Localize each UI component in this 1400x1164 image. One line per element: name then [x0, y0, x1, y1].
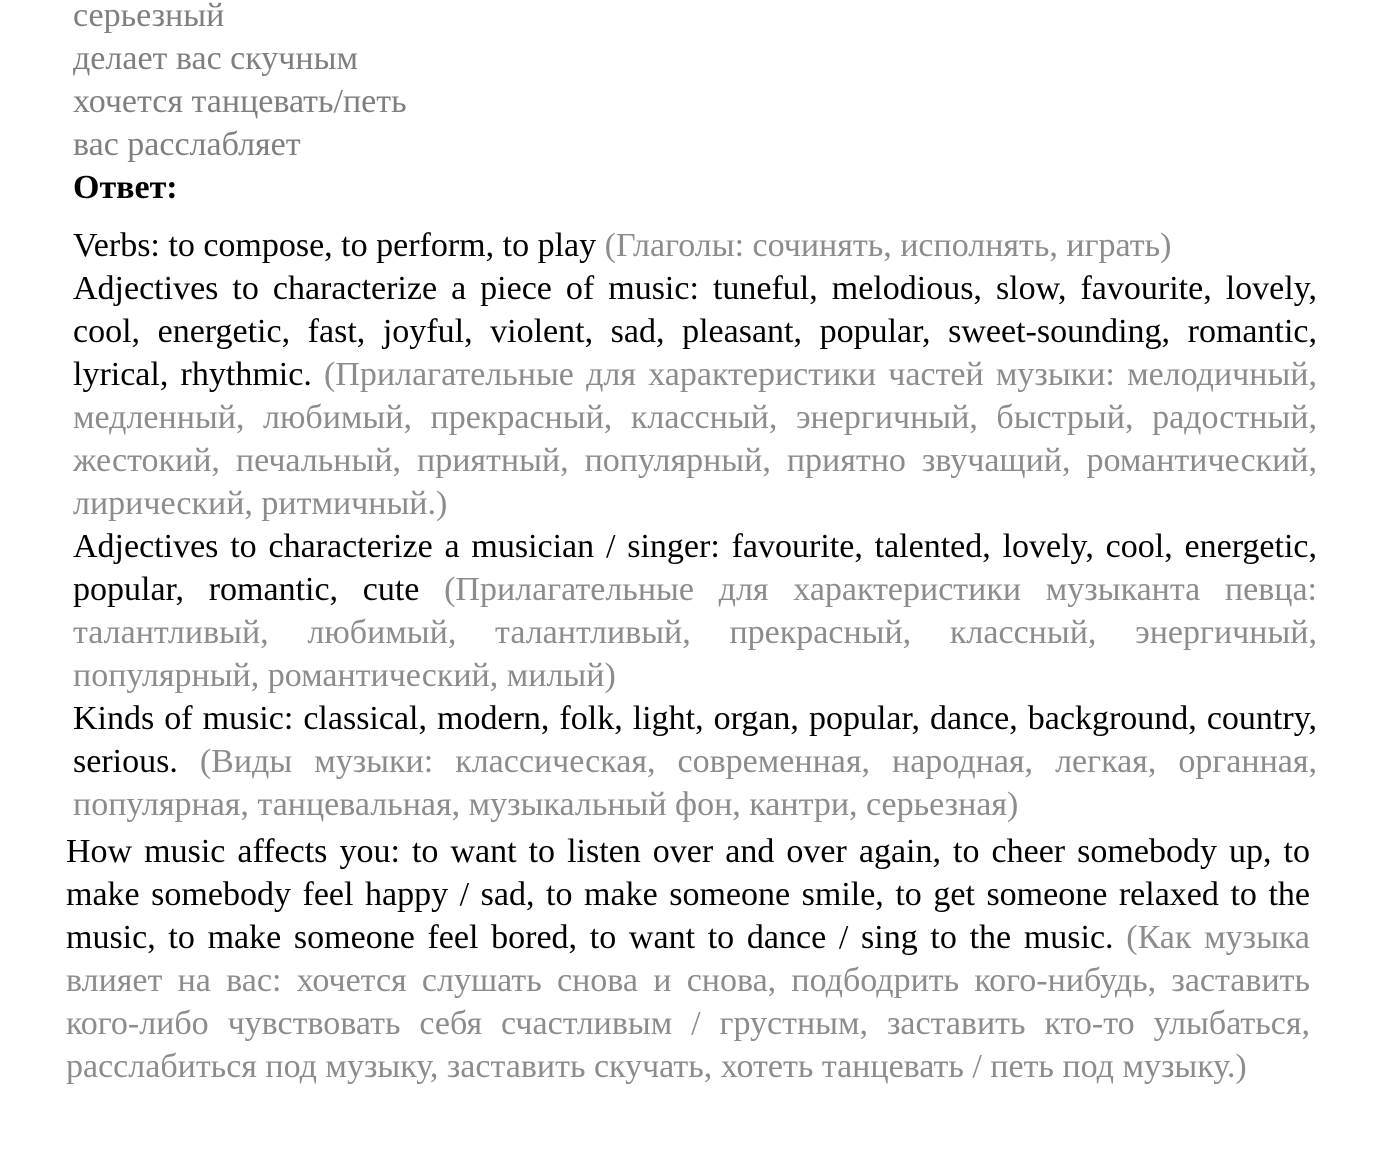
verbs-translation: (Глаголы: сочинять, исполнять, играть): [604, 227, 1172, 264]
adjectives-music-translation: (Прилагательные для характеристики частей музыки: мелодичный, медленный, любимый, прекрасный, классный, энергичный, быстрый, радостный, жестокий, печальный, приятный, популярный, приятно звучащий, романтический, лирический, ритмичный.): [73, 356, 1317, 522]
translation-list: [73, 0, 773, 166]
adjectives-musician-text: Adjectives to characterize a musician / singer: favourite, talented, lovely, cool, energetic, popular, romantic, cute: [73, 528, 1317, 608]
adjectives-music-paragraph: [73, 267, 1317, 525]
adjectives-musician-translation: (Прилагательные для характеристики музыканта певца: талантливый, любимый, талантливый, прекрасный, классный, энергичный, популярный, романтический, милый): [73, 571, 1318, 694]
list-item: серьезный: [73, 0, 225, 34]
how-music-affects-text: How music affects you: to want to listen over and over again, to cheer somebody up, to make somebody feel happy / sad, to make someone smile, to get someone relaxed to the music, to make someone feel bored, to want to dance / sing to the music.: [66, 833, 1310, 956]
how-music-affects-paragraph: [66, 830, 1310, 1088]
adjectives-musician-paragraph: [73, 525, 1317, 697]
kinds-of-music-paragraph: [73, 697, 1317, 826]
kinds-of-music-translation: (Виды музыки: классическая, современная, народная, легкая, органная, популярная, танцевальная, музыкальный фон, кантри, серьезная): [73, 743, 1317, 823]
list-item: вас расслабляет: [73, 126, 301, 163]
list-item: делает вас скучным: [73, 40, 358, 77]
answer-heading: Ответ:: [73, 169, 178, 206]
how-music-affects-translation: (Как музыка влияет на вас: хочется слушать снова и снова, подбодрить кого-нибудь, заставить кого-либо чувствовать себя счастливым / грустным, заставить кто-то улыбаться, расслабиться под музыку, заставить скучать, хотеть танцевать / петь под музыку.): [66, 919, 1311, 1085]
adjectives-music-text: Adjectives to characterize a piece of music: tuneful, melodious, slow, favourite, lovely, cool, energetic, fast, joyful, violent, sad, pleasant, popular, sweet-sounding, romantic, lyrical, rhythmic.: [73, 270, 1317, 393]
kinds-of-music-text: Kinds of music: classical, modern, folk, light, organ, popular, dance, background, country, serious.: [73, 700, 1317, 780]
verbs-text: Verbs: to compose, to perform, to play: [73, 227, 597, 264]
verbs-paragraph: [73, 224, 1317, 267]
list-item: хочется танцевать/петь: [73, 83, 407, 120]
